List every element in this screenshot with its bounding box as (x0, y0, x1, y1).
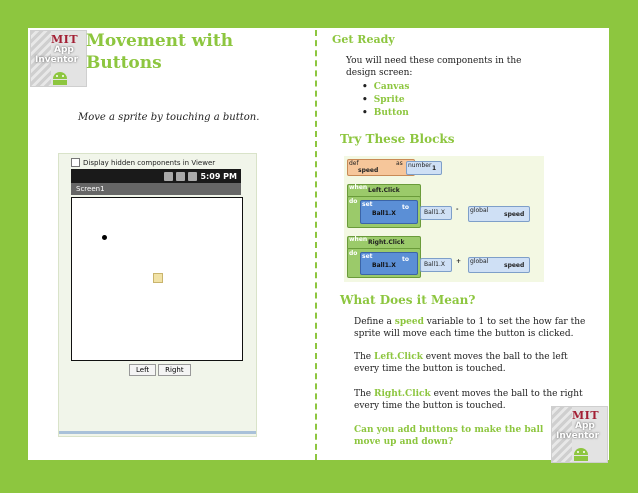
to-label: to (402, 204, 409, 211)
left-click-keyword: Left.Click (374, 352, 423, 362)
logo-inventor-text: Inventor (35, 55, 79, 65)
left-click-label: Left.Click (368, 187, 400, 194)
paragraph-right-click (354, 388, 583, 412)
logo-app-text: App (54, 45, 74, 55)
ball-x-label-2: Ball1.X (372, 262, 396, 269)
logo-app-text: App (575, 421, 595, 431)
android-icon (572, 445, 590, 461)
ball-x-getter-label-1: Ball1.X (424, 209, 445, 216)
global-var-label-2: speed (504, 262, 525, 269)
as-label: as (396, 160, 403, 167)
title-line-2: Buttons (86, 53, 162, 73)
def-label: def (349, 160, 359, 167)
image-sprite[interactable] (153, 273, 163, 283)
set-label: set (362, 201, 373, 208)
paragraph-line (354, 351, 568, 363)
when-label: when (349, 184, 368, 191)
paragraph-line (354, 388, 583, 400)
checkbox-icon[interactable] (71, 158, 80, 167)
app-inventor-logo (30, 30, 87, 87)
do-label-2: do (349, 250, 358, 257)
text-run: event moves the ball to the right (430, 389, 583, 399)
logo-mit-text: MIT (51, 33, 79, 46)
ball-sprite[interactable] (102, 235, 107, 240)
right-button[interactable]: Right (158, 364, 190, 376)
hidden-components-checkbox[interactable] (71, 158, 215, 167)
text-run: Define a (354, 317, 395, 327)
meaning-heading: What Does it Mean? (340, 293, 476, 307)
speed-keyword: speed (394, 317, 424, 327)
global-var-label-1: speed (504, 211, 525, 218)
phone-status-bar (71, 169, 241, 183)
list-item: • Canvas (362, 81, 409, 94)
list-item: • Sprite (362, 94, 409, 107)
challenge-line: Can you add buttons to make the ball (354, 425, 544, 435)
try-blocks-heading: Try These Blocks (340, 132, 455, 146)
column-divider (315, 30, 317, 460)
usb-icon (164, 172, 173, 181)
text-run: The (354, 352, 374, 362)
blocks-image (344, 156, 544, 282)
title-line-1: Movement with (86, 31, 234, 51)
global-label-1: global (470, 207, 489, 214)
logo-inventor-text: Inventor (556, 431, 600, 441)
component-list (362, 81, 409, 120)
ball-x-label: Ball1.X (372, 210, 396, 217)
logo-mit-text: MIT (572, 409, 600, 422)
checkbox-label: Display hidden components in Viewer (83, 158, 216, 167)
get-ready-heading: Get Ready (332, 33, 395, 46)
text-run: The (354, 389, 374, 399)
left-button[interactable]: Left (129, 364, 156, 376)
get-ready-line-1: You will need these components in the (346, 56, 522, 66)
challenge-text (354, 424, 543, 448)
page-title (86, 30, 233, 74)
button-row (129, 364, 191, 376)
paragraph-line: sprite will move each time the button is clicked. (354, 329, 574, 339)
get-ready-line-2: design screen: (346, 68, 413, 78)
right-click-label: Right.Click (368, 239, 405, 246)
signal-icon (176, 172, 185, 181)
set-label-2: set (362, 253, 373, 260)
get-ready-text (346, 55, 522, 79)
paragraph-line (354, 316, 585, 328)
paragraph-line: every time the button is touched. (354, 364, 506, 374)
minus-operator: - (456, 206, 459, 213)
screen-title-bar: Screen1 (71, 183, 241, 195)
canvas-component[interactable] (71, 197, 243, 361)
battery-icon (188, 172, 197, 181)
global-label-2: global (470, 258, 489, 265)
viewer-bottom-bar (59, 431, 256, 434)
designer-viewer (58, 153, 257, 437)
plus-operator: + (456, 258, 462, 265)
number-label: number (408, 162, 432, 169)
text-run: event moves the ball to the left (422, 352, 568, 362)
subtitle: Move a sprite by touching a button. (78, 112, 260, 123)
paragraph-speed (354, 316, 585, 340)
do-label: do (349, 198, 358, 205)
to-label-2: to (402, 256, 409, 263)
right-click-keyword: Right.Click (374, 389, 431, 399)
paragraph-line: every time the button is touched. (354, 401, 506, 411)
paragraph-left-click (354, 351, 568, 375)
number-value: 1 (432, 165, 437, 172)
challenge-line: move up and down? (354, 437, 454, 447)
list-item: • Button (362, 107, 409, 120)
app-inventor-logo-bottom (551, 406, 608, 463)
when-label-2: when (349, 236, 368, 243)
ball-x-getter-label-2: Ball1.X (424, 261, 445, 268)
status-time: 5:09 PM (200, 171, 237, 181)
var-name-label: speed (358, 167, 379, 174)
text-run: variable to 1 to set the how far the (423, 317, 586, 327)
android-icon (51, 69, 69, 85)
